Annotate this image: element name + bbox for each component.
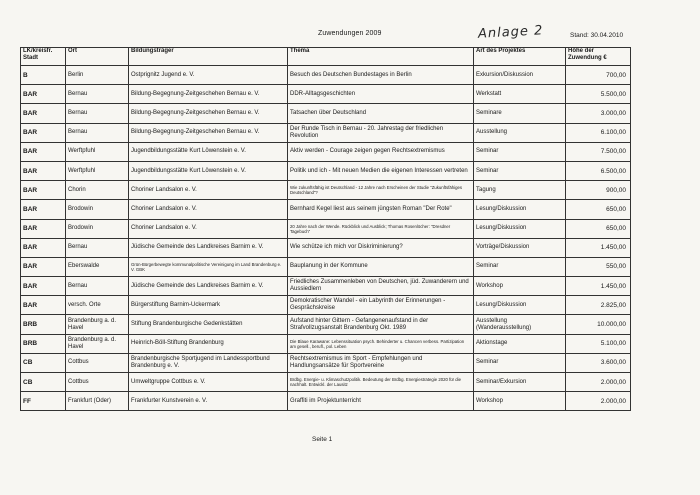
cell-place: Cottbus [66, 353, 129, 372]
cell-amount: 650,00 [566, 200, 631, 219]
table-row [21, 219, 631, 238]
cell-provider: Jugendbildungsstätte Kurt Löwenstein e. V. [129, 142, 288, 161]
cell-place: Bernau [66, 277, 129, 296]
column-header: Art des Projektes [474, 48, 566, 66]
cell-amount: 700,00 [566, 66, 631, 85]
cell-topic: Bauplanung in der Kommune [288, 257, 474, 276]
cell-district: CB [21, 353, 66, 372]
cell-type: Workshop [474, 277, 566, 296]
cell-provider: Choriner Landsalon e. V. [129, 219, 288, 238]
cell-provider: Stiftung Brandenburgische Gedenkstätten [129, 315, 288, 334]
cell-place: Cottbus [66, 373, 129, 392]
cell-amount: 650,00 [566, 219, 631, 238]
cell-topic: 20 Jahre nach der Wende. Rückblick und Ausblick; Thomas Rosenlöcher: "Dresdner Tagebuch" [288, 219, 474, 238]
cell-district: BAR [21, 181, 66, 200]
cell-provider: Bildung-Begegnung-Zeitgeschehen Bernau e. V. [129, 104, 288, 123]
cell-provider: Heinrich-Böll-Stiftung Brandenburg [129, 334, 288, 353]
cell-provider: Bildung-Begegnung-Zeitgeschehen Bernau e. V. [129, 85, 288, 104]
cell-district: BAR [21, 277, 66, 296]
cell-provider: Brandenburgische Sportjugend im Landessportbund Brandenburg e. V. [129, 353, 288, 372]
cell-place: Chorin [66, 181, 129, 200]
cell-topic: Die Blaue Karawane: Lebenssituation psych. Behinderter u. Chancen verbess. Partizipation am gesell., berufl., pol. Leben [288, 334, 474, 353]
cell-provider: Jüdische Gemeinde des Landkreises Barnim e. V. [129, 238, 288, 257]
cell-provider: Choriner Landsalon e. V. [129, 200, 288, 219]
cell-place: Bernau [66, 123, 129, 142]
cell-type: Ausstellung [474, 123, 566, 142]
cell-provider: Bildung-Begegnung-Zeitgeschehen Bernau e. V. [129, 123, 288, 142]
table-row [21, 373, 631, 392]
cell-amount: 3.600,00 [566, 353, 631, 372]
cell-amount: 10.000,00 [566, 315, 631, 334]
cell-amount: 7.500,00 [566, 142, 631, 161]
column-header: LK/kreisfr. Stadt [21, 48, 66, 66]
table-row [21, 161, 631, 180]
cell-type: Seminar [474, 161, 566, 180]
table-row [21, 142, 631, 161]
cell-place: Werftpfuhl [66, 142, 129, 161]
page-title: Zuwendungen 2009 [318, 30, 382, 37]
cell-topic: Demokratischer Wandel - ein Labyrinth der Erinnerungen - Gesprächskreise [288, 296, 474, 315]
cell-topic: Bernhard Kegel liest aus seinem jüngsten Roman "Der Rote" [288, 200, 474, 219]
cell-provider: Jüdische Gemeinde des Landkreises Barnim e. V. [129, 277, 288, 296]
cell-place: Brandenburg a. d. Havel [66, 315, 129, 334]
cell-district: BAR [21, 123, 66, 142]
cell-provider: Umweltgruppe Cottbus e. V. [129, 373, 288, 392]
cell-amount: 2.000,00 [566, 392, 631, 411]
cell-district: BAR [21, 257, 66, 276]
cell-type: Lesung/Diskussion [474, 296, 566, 315]
table-row [21, 181, 631, 200]
cell-type: Seminar [474, 142, 566, 161]
cell-topic: Rechtsextremismus im Sport - Empfehlungen und Handlungsansätze für Sportvereine [288, 353, 474, 372]
cell-place: Frankfurt (Oder) [66, 392, 129, 411]
cell-type: Seminar/Exkursion [474, 373, 566, 392]
cell-district: FF [21, 392, 66, 411]
cell-provider: Choriner Landsalon e. V. [129, 181, 288, 200]
cell-district: B [21, 66, 66, 85]
cell-district: BRB [21, 315, 66, 334]
cell-provider: Frankfurter Kunstverein e. V. [129, 392, 288, 411]
cell-type: Aktionstage [474, 334, 566, 353]
table-row [21, 123, 631, 142]
cell-amount: 3.000,00 [566, 104, 631, 123]
cell-type: Seminar [474, 257, 566, 276]
cell-amount: 2.825,00 [566, 296, 631, 315]
cell-place: Bernau [66, 85, 129, 104]
table-row [21, 296, 631, 315]
table-row [21, 353, 631, 372]
cell-provider: Bürgerstiftung Barnim-Uckermark [129, 296, 288, 315]
table-row [21, 200, 631, 219]
cell-type: Lesung/Diskussion [474, 200, 566, 219]
cell-topic: Der Runde Tisch in Bernau - 20. Jahrestag der friedlichen Revolution [288, 123, 474, 142]
annex-handwritten-note: Anlage 2 [477, 23, 544, 42]
cell-district: BAR [21, 161, 66, 180]
table-row [21, 85, 631, 104]
cell-place: Brandenburg a. d. Havel [66, 334, 129, 353]
cell-place: Bernau [66, 238, 129, 257]
cell-type: Seminar [474, 353, 566, 372]
table-header-row [21, 48, 631, 66]
cell-type: Vorträge/Diskussion [474, 238, 566, 257]
cell-type: Werkstatt [474, 85, 566, 104]
cell-district: BAR [21, 85, 66, 104]
cell-provider: Grün-Bürgerbewegte kommunalpolitische Vereinigung im Land Brandenburg e. V. GBK [129, 257, 288, 276]
cell-amount: 6.100,00 [566, 123, 631, 142]
cell-amount: 1.450,00 [566, 238, 631, 257]
cell-topic: Tatsachen über Deutschland [288, 104, 474, 123]
cell-topic: Brdbg. Energie- u. Klimaschutzpolitik. Bedeutung der Brdbg. Energiestrategie 2020 für die nachhalt. Entwickl. der Lausitz [288, 373, 474, 392]
cell-type: Ausstellung (Wanderausstellung) [474, 315, 566, 334]
cell-place: Werftpfuhl [66, 161, 129, 180]
column-header: Ort [66, 48, 129, 66]
cell-place: Berlin [66, 66, 129, 85]
cell-type: Seminare [474, 104, 566, 123]
cell-type: Tagung [474, 181, 566, 200]
table-row [21, 392, 631, 411]
cell-place: Bernau [66, 104, 129, 123]
cell-type: Lesung/Diskussion [474, 219, 566, 238]
cell-district: BAR [21, 238, 66, 257]
cell-place: Brodowin [66, 219, 129, 238]
column-header: Bildungsträger [129, 48, 288, 66]
cell-provider: Ostprignitz Jugend e. V. [129, 66, 288, 85]
table-row [21, 238, 631, 257]
cell-topic: Politik und ich - Mit neuen Medien die eigenen Interessen vertreten [288, 161, 474, 180]
cell-amount: 550,00 [566, 257, 631, 276]
page-number: Seite 1 [312, 436, 333, 443]
cell-topic: Wie schütze ich mich vor Diskriminierung? [288, 238, 474, 257]
cell-district: CB [21, 373, 66, 392]
cell-amount: 1.450,00 [566, 277, 631, 296]
cell-district: BAR [21, 200, 66, 219]
cell-district: BAR [21, 219, 66, 238]
cell-topic: Aufstand hinter Gittern - Gefangenenaufstand in der Strafvollzugsanstalt Brandenburg Okt. 1989 [288, 315, 474, 334]
cell-topic: Besuch des Deutschen Bundestages in Berlin [288, 66, 474, 85]
table-row [21, 66, 631, 85]
column-header: Höhe der Zuwendung € [566, 48, 631, 66]
cell-amount: 6.500,00 [566, 161, 631, 180]
cell-district: BAR [21, 104, 66, 123]
column-header: Thema [288, 48, 474, 66]
table-row [21, 277, 631, 296]
cell-topic: Wie zukunftsfähig ist Deutschland - 12 Jahre nach Erscheinen der Studie "Zukunftsfähiges Deutschland"? [288, 181, 474, 200]
cell-topic: Graffiti im Projektunterricht [288, 392, 474, 411]
table-row [21, 257, 631, 276]
table-row [21, 104, 631, 123]
cell-amount: 5.500,00 [566, 85, 631, 104]
cell-provider: Jugendbildungsstätte Kurt Löwenstein e. V. [129, 161, 288, 180]
cell-amount: 900,00 [566, 181, 631, 200]
cell-topic: Friedliches Zusammenleben von Deutschen, jüd. Zuwanderern und Aussiedlern [288, 277, 474, 296]
cell-amount: 5.100,00 [566, 334, 631, 353]
cell-district: BAR [21, 142, 66, 161]
table-row [21, 334, 631, 353]
cell-type: Exkursion/Diskussion [474, 66, 566, 85]
cell-topic: DDR-Alltagsgeschichten [288, 85, 474, 104]
cell-type: Workshop [474, 392, 566, 411]
table-row [21, 315, 631, 334]
cell-place: Brodowin [66, 200, 129, 219]
cell-topic: Aktiv werden - Courage zeigen gegen Rechtsextremismus [288, 142, 474, 161]
cell-amount: 2.000,00 [566, 373, 631, 392]
funding-table [20, 47, 631, 411]
cell-place: versch. Orte [66, 296, 129, 315]
cell-district: BAR [21, 296, 66, 315]
stand-date: Stand: 30.04.2010 [570, 32, 624, 39]
cell-district: BRB [21, 334, 66, 353]
cell-place: Eberswalde [66, 257, 129, 276]
